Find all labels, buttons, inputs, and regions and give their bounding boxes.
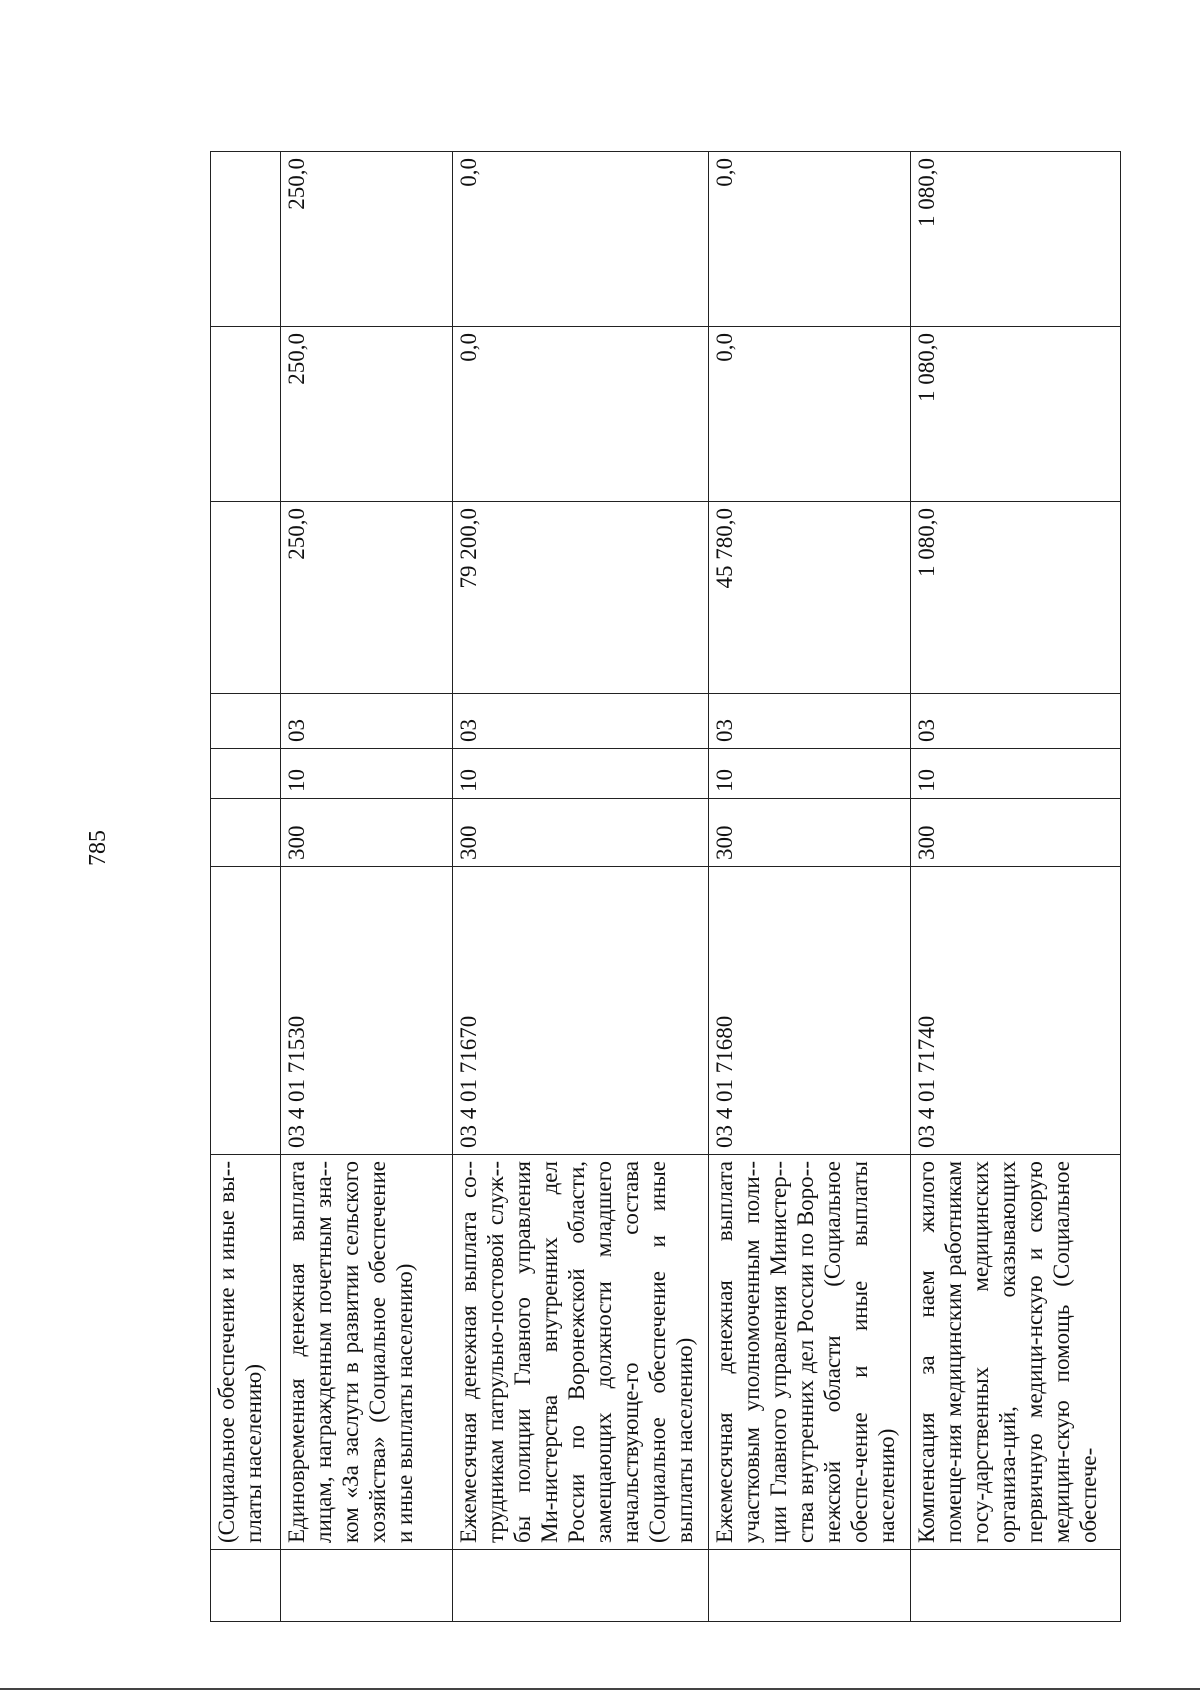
amount-cell-2: 250,0 <box>281 327 453 502</box>
target-article-code-cell: 03 4 01 71740 <box>911 867 1121 1155</box>
subsection-cell: 03 <box>281 694 453 749</box>
row-number-cell <box>453 1550 709 1622</box>
section-cell: 10 <box>709 749 911 799</box>
expense-type-cell <box>211 799 281 867</box>
amount-cell-1: 45 780,0 <box>709 502 911 694</box>
page-number: 785 <box>85 830 111 866</box>
target-article-code-cell: 03 4 01 71670 <box>453 867 709 1155</box>
item-description-cell: Единовременная денежная выплата лицам, награжденным почетным зна-ком «За заслуги в развитии сельского хозяйства» (Социальное обеспечение и иные выплаты населению) <box>281 1155 453 1550</box>
section-cell: 10 <box>453 749 709 799</box>
target-article-code-cell: 03 4 01 71680 <box>709 867 911 1155</box>
expense-type-cell: 300 <box>709 799 911 867</box>
row-number-cell <box>911 1550 1121 1622</box>
amount-cell-1: 1 080,0 <box>911 502 1121 694</box>
amount-cell-3 <box>211 152 281 327</box>
amount-cell-2: 0,0 <box>453 327 709 502</box>
expense-type-cell: 300 <box>281 799 453 867</box>
table-row <box>453 152 709 1622</box>
subsection-cell: 03 <box>453 694 709 749</box>
row-number-cell <box>211 1550 281 1622</box>
item-description-cell: Компенсация за наем жилого помеще-ния медицинским работникам госу-дарственных медицинских организа-ций, оказывающих первичную медици-нскую и скорую медицин-скую помощь (Социальное обеспече- <box>911 1155 1121 1550</box>
amount-cell-1 <box>211 502 281 694</box>
expense-type-cell: 300 <box>453 799 709 867</box>
table-row <box>211 152 281 1622</box>
subsection-cell: 03 <box>709 694 911 749</box>
section-cell <box>211 749 281 799</box>
table-row <box>709 152 911 1622</box>
expense-type-cell: 300 <box>911 799 1121 867</box>
amount-cell-3: 250,0 <box>281 152 453 327</box>
amount-cell-3: 1 080,0 <box>911 152 1121 327</box>
target-article-code-cell <box>211 867 281 1155</box>
amount-cell-3: 0,0 <box>709 152 911 327</box>
amount-cell-1: 79 200,0 <box>453 502 709 694</box>
item-description-cell: Ежемесячная денежная выплата участковым уполномоченным поли-ции Главного управления Министер-ства внутренних дел России по Воро-нежской области (Социальное обеспе-чение и иные выплаты населению) <box>709 1155 911 1550</box>
subsection-cell <box>211 694 281 749</box>
target-article-code-cell: 03 4 01 71530 <box>281 867 453 1155</box>
rotated-table-frame <box>210 152 1120 1622</box>
item-description-cell: Ежемесячная денежная выплата со-трудникам патрульно-постовой служ-бы полиции Главного управления Ми-нистерства внутренних дел России по Воронежской области, замещающих должности младшего начальствующе-го состава (Социальное обеспечение и иные выплаты населению) <box>453 1155 709 1550</box>
amount-cell-2: 0,0 <box>709 327 911 502</box>
table-row <box>911 152 1121 1622</box>
amount-cell-1: 250,0 <box>281 502 453 694</box>
section-cell: 10 <box>911 749 1121 799</box>
amount-cell-2: 1 080,0 <box>911 327 1121 502</box>
table-row <box>281 152 453 1622</box>
subsection-cell: 03 <box>911 694 1121 749</box>
section-cell: 10 <box>281 749 453 799</box>
amount-cell-3: 0,0 <box>453 152 709 327</box>
amount-cell-2 <box>211 327 281 502</box>
item-description-cell: (Социальное обеспечение и иные вы-платы населению) <box>211 1155 281 1550</box>
row-number-cell <box>709 1550 911 1622</box>
budget-table <box>210 151 1121 1622</box>
row-number-cell <box>281 1550 453 1622</box>
